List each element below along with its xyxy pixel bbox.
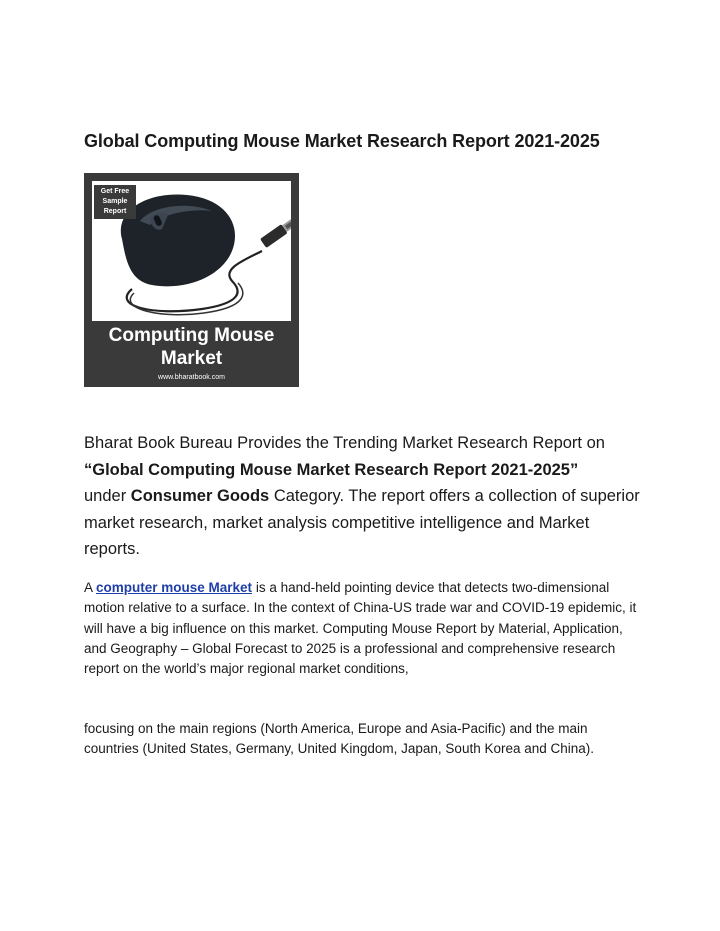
computer-mouse-market-link[interactable]: computer mouse Market [96, 580, 253, 595]
paragraph-text: is a hand-held pointing device that detects two-dimensional motion relative to a surface. In the context of China-US trade war and COVID-19 epidemic, it will have a big influence on this market. Computing Mouse Report by Material, Application, and Geography – Global Forecast to 2025 is a professional and comprehensive research report on the world’s major regional market conditions, [84, 580, 637, 677]
free-sample-badge[interactable] [94, 185, 136, 219]
lead-report-name: “Global Computing Mouse Market Research Report 2021-2025” [84, 460, 579, 479]
badge-line: Get Free [100, 188, 130, 195]
report-cover-image [84, 173, 299, 387]
lead-rest: Category. The report offers a collection of superior market research, market analysis competitive intelligence and Market reports. [84, 487, 640, 558]
paragraph-prefix: A [84, 580, 97, 595]
badge-line: Sample [102, 198, 128, 205]
body-paragraph: focusing on the main regions (North America, Europe and Asia-Pacific) and the main countries (United States, Germany, United Kingdom, Japan, South Korea and China). [84, 721, 595, 757]
badge-line: Report [103, 208, 127, 215]
lead-under: under [84, 487, 131, 505]
cover-url: www.bharatbook.com [158, 374, 225, 381]
cover-title-line: Market [160, 348, 223, 369]
lead-intro: Bharat Book Bureau Provides the Trending Market Research Report on [84, 434, 605, 452]
lead-paragraph [84, 430, 644, 563]
cover-title-line: Computing Mouse [108, 325, 275, 346]
lead-category: Consumer Goods [130, 487, 270, 505]
cover-title [84, 324, 299, 370]
body-paragraph [84, 578, 644, 679]
mouse-photo [92, 181, 291, 321]
page-title: Global Computing Mouse Market Research Report 2021-2025 [84, 131, 600, 151]
